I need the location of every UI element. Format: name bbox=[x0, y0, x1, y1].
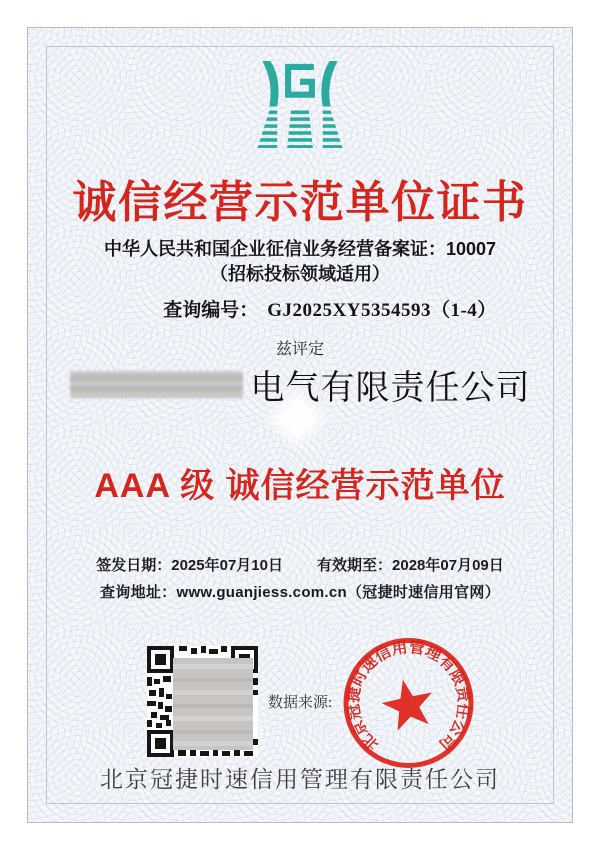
query-number-line bbox=[60, 295, 600, 322]
valid-until-value: 2028年07月09日 bbox=[392, 557, 504, 574]
query-address-line bbox=[0, 581, 600, 602]
hereby-text: 兹评定 bbox=[275, 341, 324, 358]
company-seal bbox=[340, 634, 477, 771]
data-source-label: 数据来源: bbox=[268, 695, 333, 711]
company-name-suffix: 电气有限责任公司 bbox=[250, 369, 531, 407]
award-title: AAA 级 诚信经营示范单位 bbox=[94, 467, 506, 505]
seal-text: 北京冠捷时速信用管理有限责任公司 bbox=[345, 639, 472, 754]
query-number-value: GJ2025XY5354593（1-4） bbox=[267, 300, 497, 321]
company-name-redacted bbox=[70, 371, 243, 398]
issue-date bbox=[96, 554, 283, 575]
valid-until-label: 有效期至： bbox=[317, 557, 393, 574]
query-number-label: 查询编号： bbox=[163, 300, 259, 321]
scope-note: （招标投标领域适用） bbox=[210, 264, 390, 284]
valid-until bbox=[317, 554, 504, 575]
certificate-title: 诚信经营示范单位证书 bbox=[72, 178, 528, 227]
company-name-row bbox=[0, 363, 600, 405]
issue-date-label: 签发日期： bbox=[96, 557, 172, 574]
issuer-name: 北京冠捷时速信用管理有限责任公司 bbox=[100, 766, 500, 792]
query-address-value: www.guanjiess.com.cn（冠捷时速信用官网） bbox=[176, 584, 500, 601]
query-address-label: 查询地址： bbox=[99, 584, 177, 601]
seal-star-icon bbox=[378, 674, 438, 732]
filing-number-line: 中华人民共和国企业征信业务经营备案证：10007 bbox=[103, 239, 497, 259]
guanjie-logo-icon bbox=[256, 61, 344, 152]
dates-row bbox=[0, 554, 600, 575]
issue-date-value: 2025年07月10日 bbox=[171, 557, 283, 574]
qr-code bbox=[147, 646, 258, 757]
